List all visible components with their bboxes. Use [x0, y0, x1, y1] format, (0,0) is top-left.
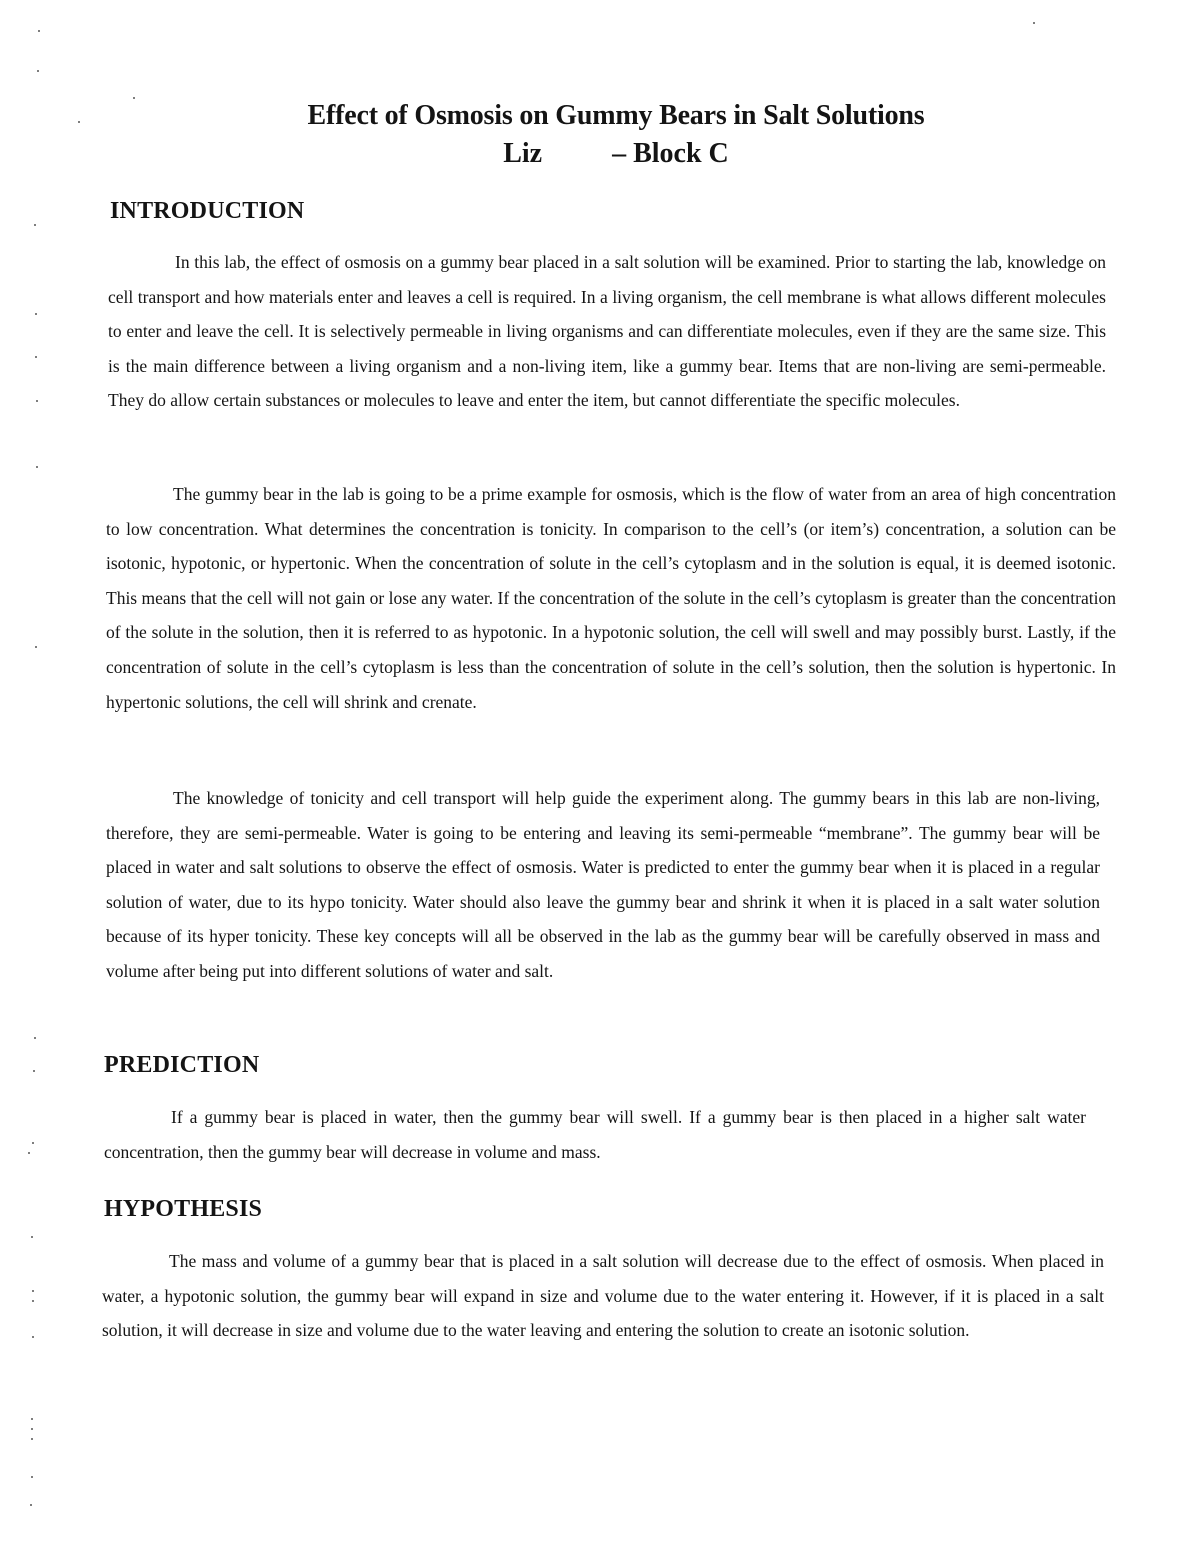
scan-speck — [31, 1438, 33, 1440]
scan-speck — [33, 1070, 35, 1072]
scan-speck — [1033, 22, 1035, 24]
document-title: Effect of Osmosis on Gummy Bears in Salt Solutions — [307, 100, 925, 131]
scan-speck — [36, 466, 38, 468]
scan-speck — [35, 356, 37, 358]
hypothesis-paragraph: The mass and volume of a gummy bear that is placed in a salt solution will decrease due to the effect of osmosis. When placed in water, a hypotonic solution, the gummy bear will expand in size and volume due to the water entering it. However, if it is placed in a salt solution, it will decrease in size and volume due to the water leaving and entering the solution to create an isotonic solution. — [102, 1251, 1104, 1341]
scan-speck — [34, 224, 36, 226]
scan-speck — [38, 30, 40, 32]
title-block — [0, 98, 1200, 172]
scan-speck — [31, 1428, 33, 1430]
scan-speck — [30, 1504, 32, 1506]
introduction-paragraph-3: The knowledge of tonicity and cell transport will help guide the experiment along. The gummy bears in this lab are non-living, therefore, they are semi-permeable. Water is going to be entering and leaving its semi-permeable “membrane”. The gummy bear will be placed in water and salt solutions to observe the effect of osmosis. Water is predicted to enter the gummy bear when it is placed in a regular solution of water, due to its hypo tonicity. Water should also leave the gummy bear and shrink it when it is placed in a salt water solution because of its hyper tonicity. These key concepts will all be observed in the lab as the gummy bear will be carefully observed in mass and volume after being put into different solutions of water and salt. — [106, 788, 1100, 981]
hypothesis-heading: HYPOTHESIS — [104, 1196, 263, 1222]
scan-speck — [133, 97, 135, 99]
author-line — [0, 136, 1200, 172]
scan-speck — [35, 646, 37, 648]
scan-speck — [34, 1037, 36, 1039]
introduction-heading: INTRODUCTION — [110, 198, 305, 224]
prediction-heading: PREDICTION — [104, 1052, 260, 1078]
scan-speck — [37, 70, 39, 72]
scan-speck — [32, 1300, 34, 1302]
scan-speck — [32, 1290, 34, 1292]
scan-speck — [31, 1418, 33, 1420]
scan-speck — [31, 1476, 33, 1478]
scan-speck — [78, 121, 80, 123]
scan-speck — [35, 313, 37, 315]
author-name: Liz — [503, 138, 543, 169]
scan-speck — [28, 1152, 30, 1154]
author-block: – Block C — [612, 138, 729, 169]
scan-speck — [31, 1236, 33, 1238]
introduction-paragraph-1: In this lab, the effect of osmosis on a gummy bear placed in a salt solution will be examined. Prior to starting the lab, knowledge on cell transport and how materials enter and leaves a cell is required. In a living organism, the cell membrane is what allows different molecules to enter and leave the cell. It is selectively permeable in living organisms and can differentiate molecules, even if they are the same size. This is the main difference between a living organism and a non-living item, like a gummy bear. Items that are non-living are semi-permeable. They do allow certain substances or molecules to leave and enter the item, but cannot differentiate the specific molecules. — [108, 252, 1106, 411]
scan-speck — [32, 1142, 34, 1144]
scan-speck — [32, 1336, 34, 1338]
scan-speck — [36, 400, 38, 402]
introduction-paragraph-2: The gummy bear in the lab is going to be a prime example for osmosis, which is the flow of water from an area of high concentration to low concentration. What determines the concentration is tonicity. In comparison to the cell’s (or item’s) concentration, a solution can be isotonic, hypotonic, or hypertonic. When the concentration of solute in the cell’s cytoplasm and in the solution is equal, it is deemed isotonic. This means that the cell will not gain or lose any water. If the concentration of the solute in the cell’s cytoplasm is greater than the concentration of the solute in the solution, then it is referred to as hypotonic. In a hypotonic solution, the cell will swell and may possibly burst. Lastly, if the concentration of solute in the cell’s cytoplasm is less than the concentration of solute in the cell’s solution, then the solution is hypertonic. In hypertonic solutions, the cell will shrink and crenate. — [106, 484, 1116, 712]
prediction-paragraph: If a gummy bear is placed in water, then the gummy bear will swell. If a gummy bear is then placed in a higher salt water concentration, then the gummy bear will decrease in volume and mass. — [104, 1107, 1086, 1162]
